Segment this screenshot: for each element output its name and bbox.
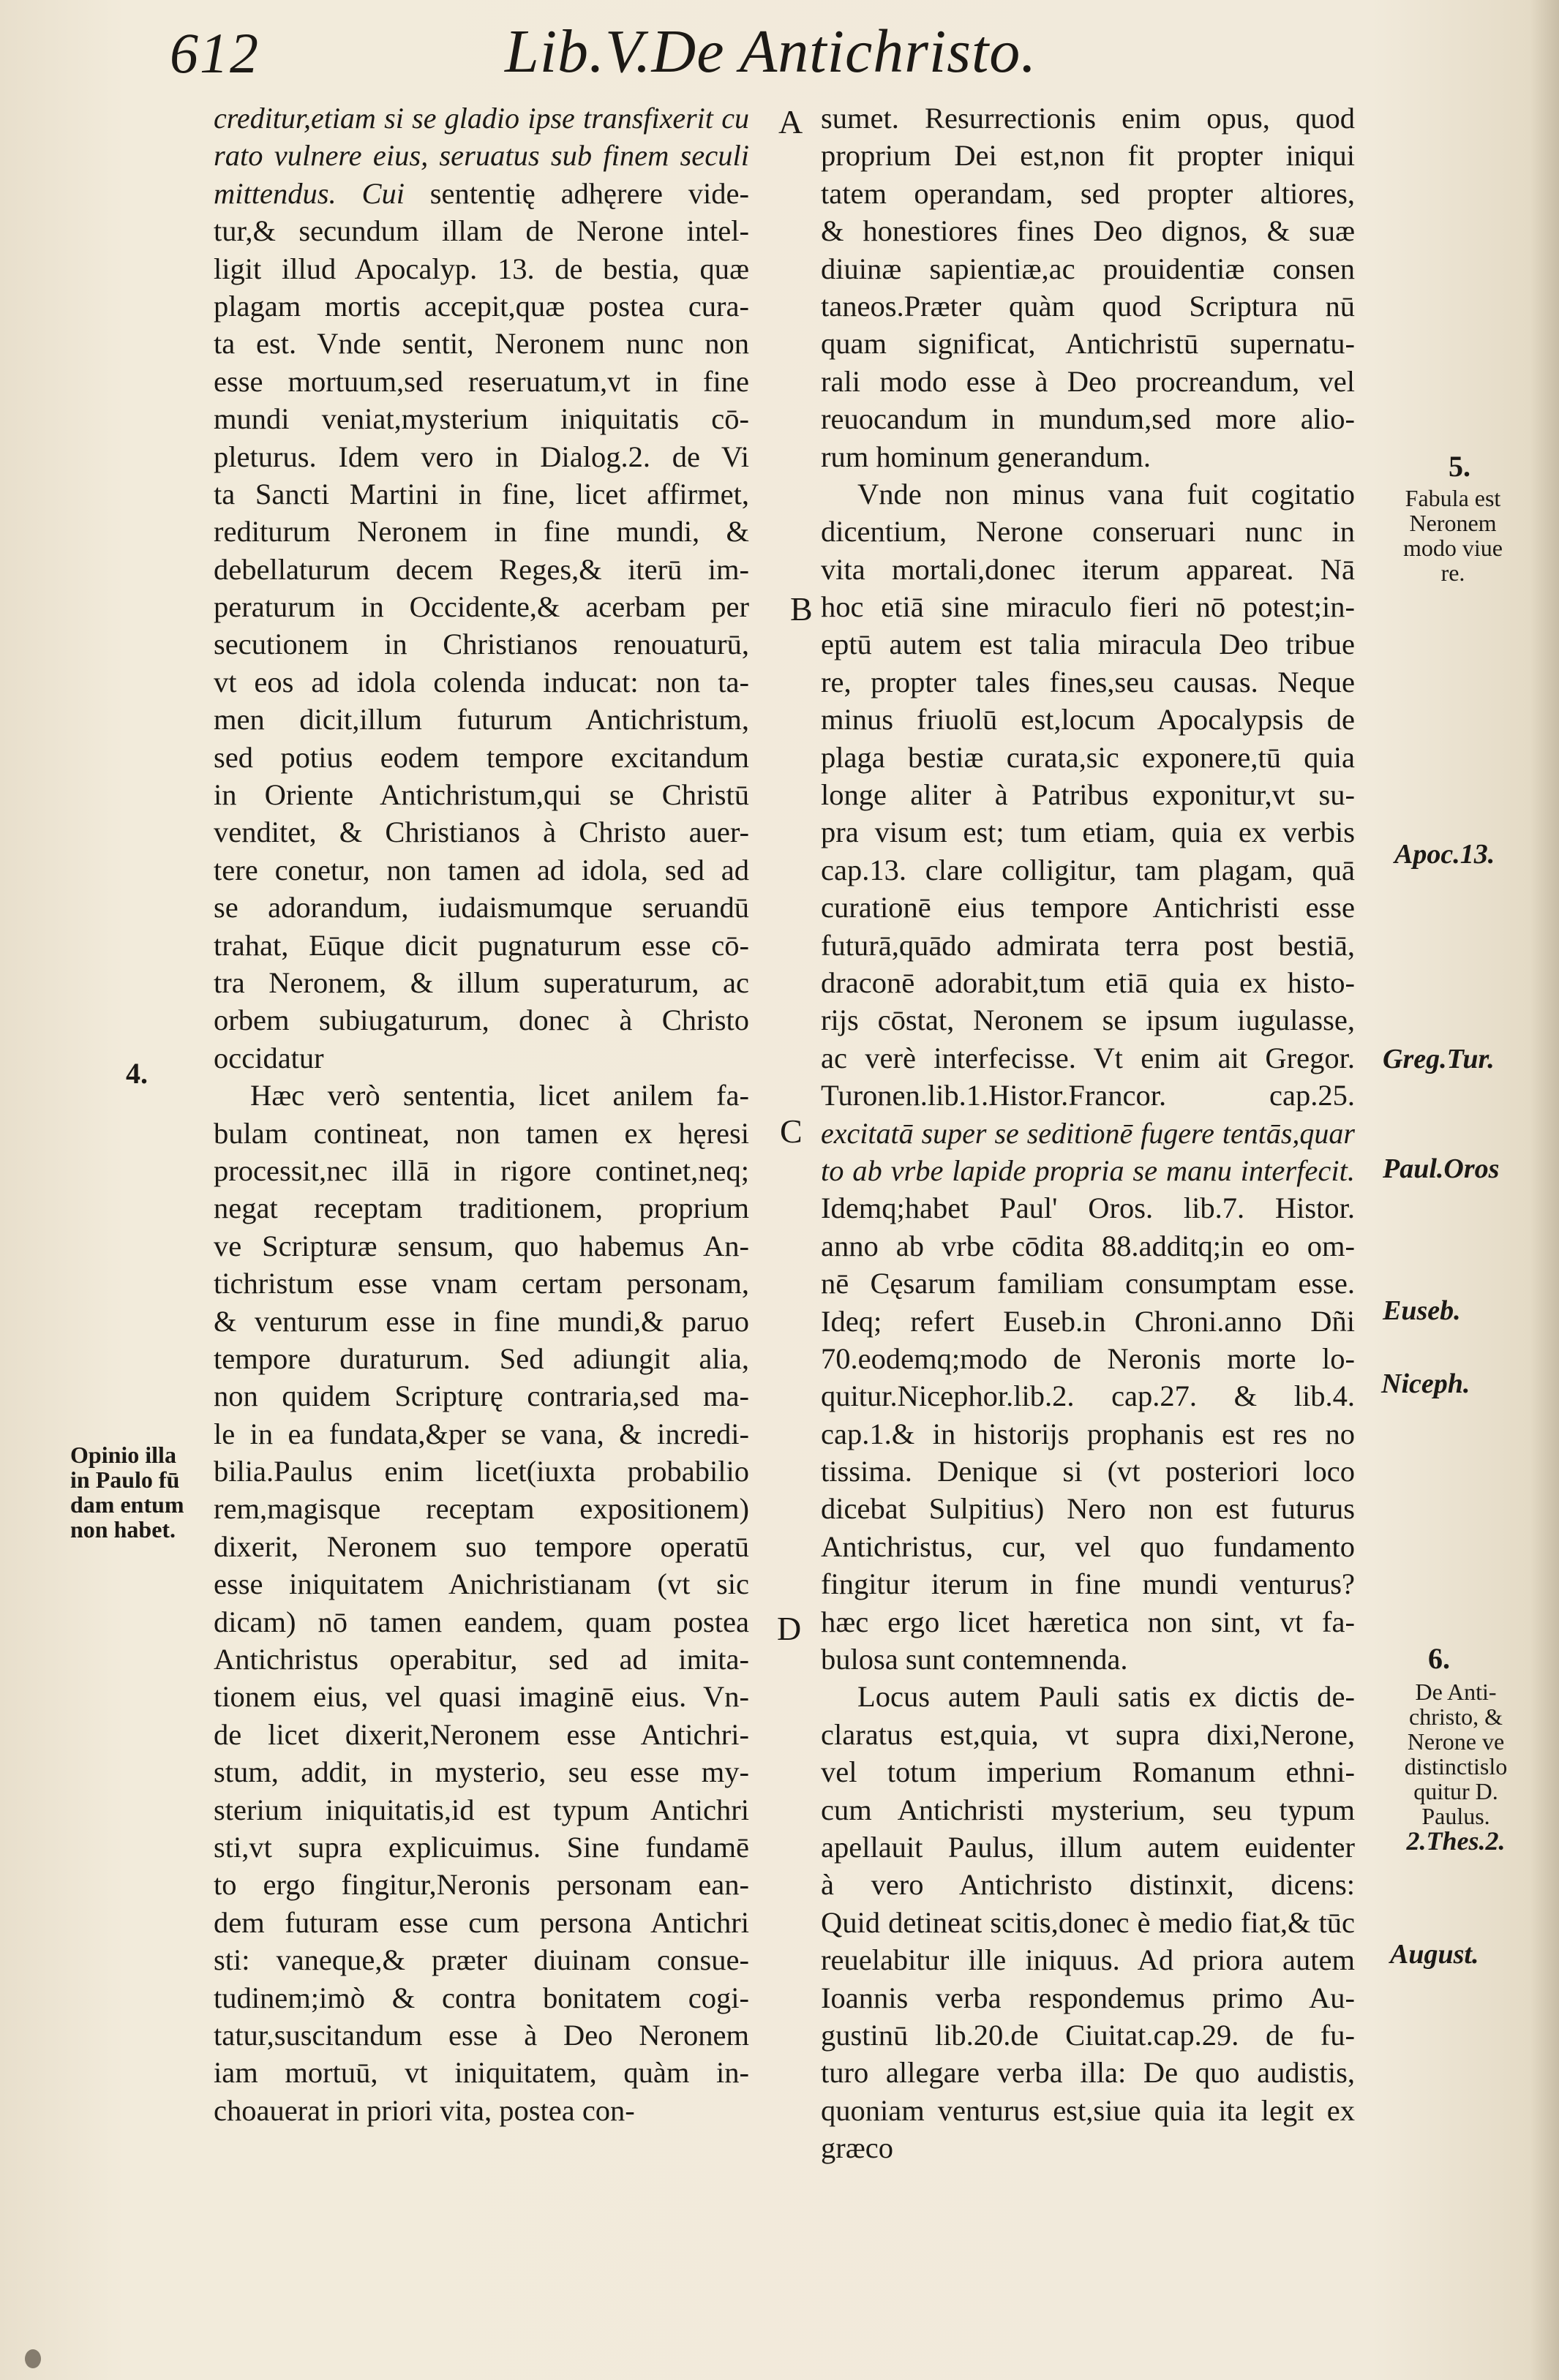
text-line: minus friuolū est,locum Apocalypsis de [821, 703, 1355, 737]
text-line: dicebat Sulpitius) Nero non est futurus [821, 1492, 1355, 1526]
text-line: cum Antichristi mysterium, seu typum [821, 1793, 1355, 1826]
text-line: rum hominum generandum. [821, 440, 1152, 473]
margin-ref-paul-oros: Paul.Oros [1383, 1153, 1500, 1184]
text-line: negat receptam traditionem, proprium [214, 1191, 749, 1225]
text-line: nē Cęsarum familiam consumptam esse. [821, 1267, 1355, 1300]
text-line: to ab vrbe lapide propria se manu interfecit. [821, 1153, 1355, 1187]
text-line: gustinū lib.20.de Ciuitat.cap.29. de fu- [821, 2018, 1355, 2052]
text-line: dem futuram esse cum persona Antichri [214, 1905, 749, 1939]
text-line: dicentium, Nerone conseruari nunc in [821, 515, 1355, 549]
text-line: bulosa sunt contemnenda. [821, 1643, 1128, 1676]
text-line: turo allegare verba illa: De quo audistis, [821, 2056, 1355, 2090]
right-margin-note-6 [1397, 1679, 1514, 1856]
text-line: Vnde non minus vana fuit cogitatio [857, 477, 1355, 511]
text-line: sterium iniquitatis,id est typum Antichri [214, 1793, 749, 1826]
text-line: plaga bestiæ curata,sic exponere,tū quia [821, 740, 1355, 774]
text-line: quoniam venturus est,siue quia ita legit ex [821, 2093, 1355, 2127]
margin-note-line: re. [1440, 560, 1465, 586]
text-line: mittendus. Cui sententię adhęrere vide- [214, 176, 749, 210]
text-line: ve Scripturæ sensum, quo habemus An- [214, 1229, 749, 1262]
text-line: de licet dixerit,Neronem esse Antichri- [214, 1717, 749, 1751]
margin-note-line: dam entum [70, 1491, 184, 1518]
text-line: venditet, & Christianos à Christo auer- [214, 816, 749, 849]
text-line: tempore duraturum. Sed adiungit alia, [214, 1341, 749, 1375]
text-line: hoc etiā sine miraculo fieri nō potest;in- [821, 590, 1355, 624]
text-line: Locus autem Pauli satis ex dictis de- [857, 1680, 1355, 1714]
text-line: quitur.Nicephor.lib.2. cap.27. & lib.4. [821, 1379, 1355, 1413]
margin-note-line: De Anti- [1415, 1679, 1497, 1705]
text-line: pra visum est; tum etiam, quia ex verbis [821, 816, 1355, 849]
text-line: secutionem in Christianos renouaturū, [214, 628, 749, 661]
text-line: 70.eodemq;modo de Neronis morte lo- [821, 1341, 1355, 1375]
text-line: re, propter tales fines,seu causas. Neque [821, 665, 1355, 698]
text-line: Hæc verò sententia, licet anilem fa- [250, 1079, 749, 1112]
section-letter-a: A [778, 103, 803, 140]
margin-ref-niceph: Niceph. [1381, 1368, 1470, 1399]
text-line: cap.1.& in historijs prophanis est res no [821, 1417, 1355, 1450]
text-line: draconē adorabit,tum etiā quia ex histo- [821, 965, 1355, 999]
text-line: to ergo fingitur,Neronis personam ean- [214, 1868, 749, 1902]
text-line: choauerat in priori vita, postea con- [214, 2093, 635, 2127]
text-line: rediturum Neronem in fine mundi, & [214, 515, 749, 549]
text-line: non quidem Scripturę contraria,sed ma- [214, 1379, 749, 1413]
text-line: vt eos ad idola colenda inducat: non ta- [214, 665, 749, 698]
text-line: eptū autem est talia miracula Deo tribue [821, 628, 1355, 661]
text-line: à vero Antichristo distinxit, dicens: [821, 1868, 1355, 1902]
margin-ref-euseb: Euseb. [1383, 1295, 1461, 1326]
text-line: tissima. Denique si (vt posteriori loco [821, 1455, 1355, 1488]
margin-section-number-4: 4. [126, 1057, 148, 1090]
text-line: dixerit, Neronem suo tempore operatū [214, 1529, 749, 1563]
text-line: & venturum esse in fine mundi,& paruo [214, 1304, 749, 1338]
text-line: plagam mortis accepit,quæ postea cura- [214, 289, 749, 323]
text-line: sed potius eodem tempore excitandum [214, 740, 749, 774]
text-line: excitatā super se seditionē fugere tentās,quar [821, 1116, 1355, 1150]
text-line: claratus est,quia, vt supra dixi,Nerone, [821, 1717, 1355, 1751]
text-line: taneos.Præter quàm quod Scriptura nū [821, 289, 1355, 323]
text-line: græco [821, 2131, 893, 2165]
margin-note-line: distinctislo [1404, 1753, 1508, 1780]
text-line: ligit illud Apocalyp. 13. de bestia, quæ [214, 252, 749, 285]
text-line: le in ea fundata,&per se vana, & incredi- [214, 1417, 749, 1450]
margin-ref-apoc: Apoc.13. [1394, 839, 1495, 870]
text-line: orbem subiugaturum, donec à Christo [214, 1003, 749, 1037]
text-line: rato vulnere eius, seruatus sub finem seculi [214, 139, 749, 173]
text-line: rijs cōstat, Neronem se ipsum iugulasse, [821, 1003, 1355, 1037]
margin-section-number-5: 5. [1449, 450, 1470, 483]
right-margin-note-5 [1397, 486, 1509, 585]
text-line: longe aliter à Patribus exponitur,vt su- [821, 778, 1355, 812]
section-letter-d: D [777, 1610, 802, 1647]
text-line: iam mortuū, vt iniquitatem, quàm in- [214, 2056, 749, 2090]
text-line: reuelabitur ille iniquus. Ad priora autem [821, 1943, 1355, 1977]
text-line: futurā,quādo admirata terra post bestiā, [821, 928, 1355, 962]
text-line: stum, addit, in mysterio, seu esse my- [214, 1755, 749, 1789]
text-line: sti,vt supra explicuimus. Sine fundamē [214, 1830, 749, 1864]
text-line: rem,magisque receptam expositionem) [214, 1492, 749, 1526]
text-line: ta Sancti Martini in fine, licet affirmet, [214, 477, 749, 511]
text-line: esse mortuum,sed reseruatum,vt in fine [214, 364, 749, 398]
text-line: Antichristus, cur, vel quo fundamento [821, 1529, 1355, 1563]
running-title: Lib.V.De Antichristo. [505, 18, 1037, 86]
text-line: ta est. Vnde sentit, Neronem nunc non [214, 327, 749, 361]
text-line: Quid detineat scitis,donec è medio fiat,& tūc [821, 1905, 1355, 1939]
page-number: 612 [170, 21, 260, 85]
text-line: tudinem;imò & contra bonitatem cogi- [214, 1981, 749, 2014]
text-line: curationē eius tempore Antichristi esse [821, 891, 1355, 924]
text-line: proprium Dei est,non fit propter iniqui [821, 139, 1355, 173]
text-line: rali modo esse à Deo procreandum, vel [821, 364, 1355, 398]
text-line: pleturus. Idem vero in Dialog.2. de Vi [214, 440, 749, 473]
margin-note-line: 2.Thes.2. [1406, 1826, 1506, 1856]
text-line: cap.13. clare colligitur, tam plagam, quā [821, 853, 1355, 886]
margin-note-line: in Paulo fū [70, 1466, 180, 1493]
text-line: ac verè interfecisse. Vt enim ait Gregor. [821, 1041, 1355, 1074]
text-line: Ioannis verba respondemus primo Au- [821, 1981, 1355, 2014]
text-line: occidatur [214, 1041, 324, 1074]
text-line: tur,& secundum illam de Nerone intel- [214, 214, 749, 248]
margin-note-line: Opinio illa [70, 1442, 176, 1468]
text-line: sti: vaneque,& præter diuinam consue- [214, 1943, 749, 1977]
text-line: debellaturum decem Reges,& iterū im- [214, 552, 749, 586]
ink-smudge [25, 2349, 41, 2368]
page-edge-shadow [1530, 0, 1559, 2380]
margin-note-line: christo, & [1409, 1703, 1503, 1730]
margin-note-line: modo viue [1403, 535, 1503, 561]
margin-note-line: Neronem [1409, 510, 1497, 536]
text-line: bilia.Paulus enim licet(iuxta probabilio [214, 1455, 749, 1488]
text-line: sumet. Resurrectionis enim opus, quod [821, 102, 1355, 135]
text-line: Antichristus operabitur, sed ad imita- [214, 1643, 749, 1676]
text-line: mundi veniat,mysterium iniquitatis cō- [214, 402, 749, 436]
text-line: in Oriente Antichristum,qui se Christū [214, 778, 749, 812]
text-line: tatur,suscitandum esse à Deo Neronem [214, 2018, 749, 2052]
text-line: esse iniquitatem Anichristianam (vt sic [214, 1567, 749, 1601]
text-line: Turonen.lib.1.Histor.Francor. cap.25. [821, 1079, 1355, 1112]
margin-note-line: Paulus. [1421, 1803, 1490, 1829]
text-line: vel totum imperium Romanum ethni- [821, 1755, 1355, 1789]
left-margin-note [70, 1442, 184, 1542]
margin-note-line: quitur D. [1413, 1778, 1498, 1804]
text-line: hæc ergo licet hæretica non sint, vt fa- [821, 1605, 1355, 1638]
text-line: diuinæ sapientiæ,ac prouidentiæ consen [821, 252, 1355, 285]
margin-ref-greg: Greg.Tur. [1383, 1044, 1495, 1074]
text-line: creditur,etiam si se gladio ipse transfixerit cu [214, 102, 749, 135]
text-line: Idemq;habet Paul' Oros. lib.7. Histor. [821, 1191, 1355, 1225]
margin-ref-august: August. [1390, 1939, 1479, 1970]
right-text-column [821, 99, 1355, 2166]
text-line: processit,nec illā in rigore continet,neq; [214, 1153, 749, 1187]
text-line: reuocandum in mundum,sed more alio- [821, 402, 1355, 436]
text-line: dicam) nō tamen eandem, quam postea [214, 1605, 749, 1638]
text-line: anno ab vrbe cōdita 88.additq;in eo om- [821, 1229, 1355, 1262]
text-line: men dicit,illum futurum Antichristum, [214, 703, 749, 737]
text-line: trahat, Eūque dicit pugnaturum esse cō- [214, 928, 749, 962]
text-line: tere conetur, non tamen ad idola, sed ad [214, 853, 749, 886]
text-line: se adorandum, iudaismumque seruandū [214, 891, 749, 924]
text-line: tichristum esse vnam certam personam, [214, 1267, 749, 1300]
section-letter-b: B [790, 590, 813, 628]
margin-note-line: non habet. [70, 1516, 176, 1543]
text-line: apellauit Paulus, illum autem euidenter [821, 1830, 1355, 1864]
text-line: tionem eius, vel quasi imaginē eius. Vn- [214, 1680, 749, 1714]
text-line: fingitur iterum in fine mundi venturus? [821, 1567, 1355, 1601]
text-line: bulam contineat, non tamen ex hęresi [214, 1116, 749, 1150]
text-line: peraturum in Occidente,& acerbam per [214, 590, 749, 624]
text-line: Ideq; refert Euseb.in Chroni.anno Dñi [821, 1304, 1355, 1338]
text-line: tatem operandam, sed propter altiores, [821, 176, 1355, 210]
text-line: vita mortali,donec iterum appareat. Nā [821, 552, 1355, 586]
margin-note-line: Fabula est [1405, 485, 1501, 511]
margin-note-line: Nerone ve [1407, 1728, 1505, 1755]
margin-section-number-6: 6. [1428, 1642, 1450, 1675]
text-line: quam significat, Antichristū supernatu- [821, 327, 1355, 361]
text-line: tra Neronem, & illum superaturum, ac [214, 965, 749, 999]
left-text-column [214, 99, 749, 2129]
section-letter-c: C [780, 1112, 803, 1150]
text-line: & honestiores fines Deo dignos, & suæ [821, 214, 1355, 248]
